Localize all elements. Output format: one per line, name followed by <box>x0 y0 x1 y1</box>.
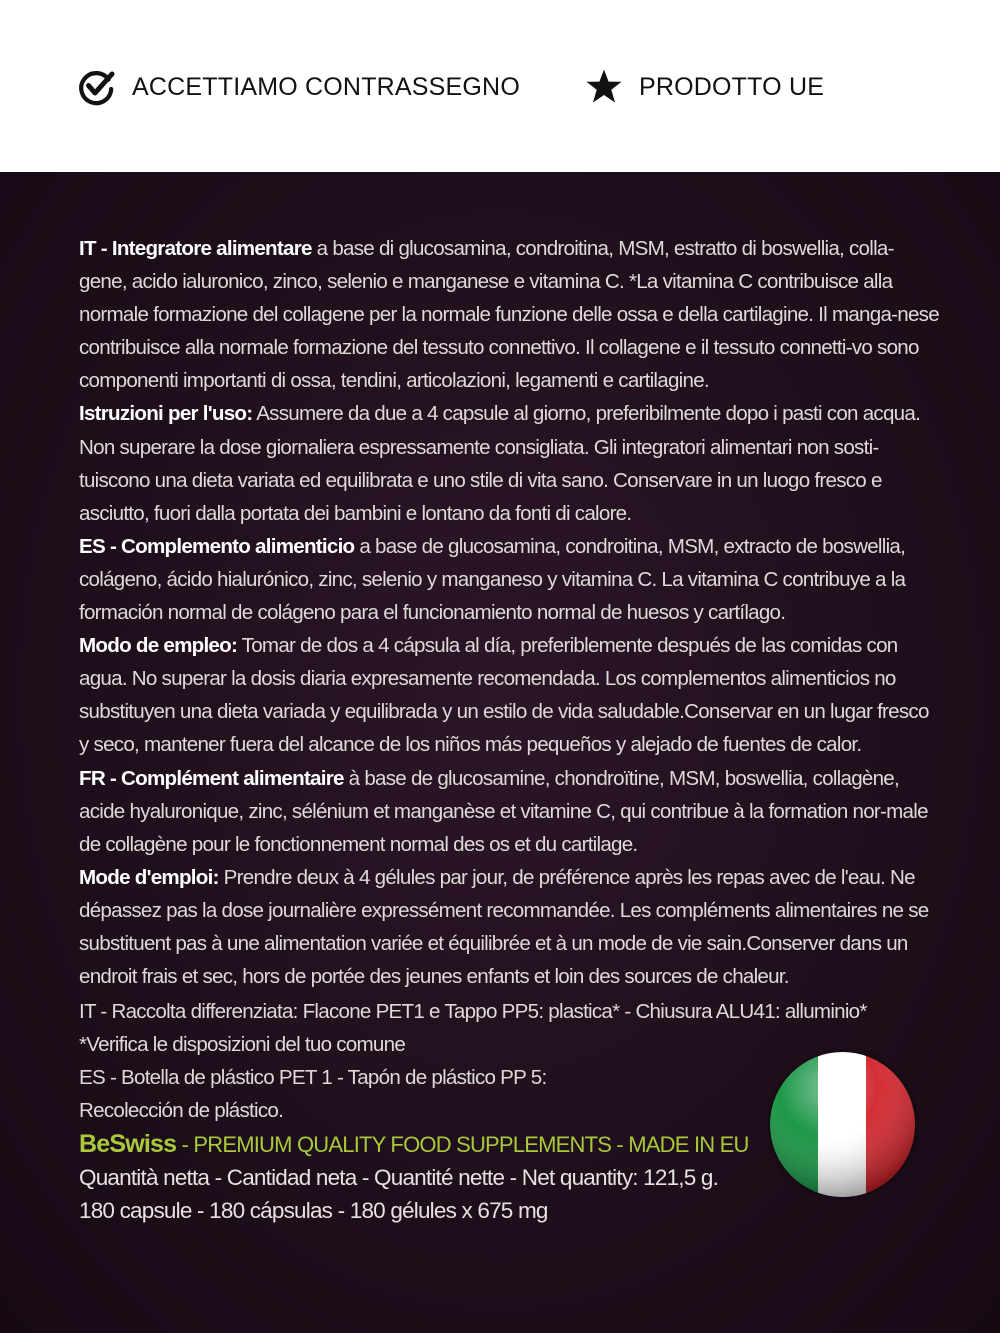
es-usage-heading: Modo de empleo: <box>79 634 238 658</box>
es-description-text: a base de glucosamina, condroitina, MSM, extracto de boswellia, colágeno, ácido hialurónico, zinc, selenio y manganeso y vitamina C. La vitamina C contribuye a la formación normal de colágeno para el funcionamiento normal de huesos y cartílago. <box>79 534 906 625</box>
it-usage <box>79 397 939 529</box>
es-prefix: ES - <box>79 534 122 558</box>
net-quantity: Quantità netta - Cantidad neta - Quantité nette - Net quantity: 121,5 g. <box>79 1164 719 1190</box>
es-heading: Complemento alimenticio <box>121 534 355 558</box>
italy-flag-icon <box>770 1052 915 1197</box>
it-usage-text: Assumere da due a 4 capsule al giorno, preferibilmente dopo i pasti con acqua. Non superare la dose giornaliera espressamente consigliata. Gli integratori alimentari non sosti-tuiscono una dieta variata ed equilibrata e uno stile di vita sano. Conservare in un luogo fresco e asciutto, fuori dalla portata dei bambini e lontano da fonti di calore. <box>79 402 921 525</box>
fr-usage-heading: Mode d'emploi: <box>79 865 219 889</box>
fr-usage <box>79 861 939 993</box>
brand-tagline: - PREMIUM QUALITY FOOD SUPPLEMENTS - MADE IN EU <box>176 1131 749 1157</box>
es-usage <box>79 629 939 761</box>
recycling-it-line-2: *Verifica le disposizioni del tuo comune <box>79 1033 406 1057</box>
es-usage-text: Tomar de dos a 4 cápsula al día, preferiblemente después de las comidas con agua. No superar la dosis diaria expresamente recomendada. Los complementos alimenticios no substituyen una dieta variada y equilibrada y un estilo de vida saludable.Conservar en un lugar fresco y seco, mantener fuera del alcance de los niños más pequeños y alejado de fuentes de calor. <box>79 634 929 757</box>
it-description-text: a base di glucosamina, condroitina, MSM, estratto di boswellia, colla-gene, acido ialuronico, zinco, selenio e manganese e vitamina C. *La vitamina C contribuisce alla normale formazione del collagene per la normale funzione delle ossa e della cartilagine. Il manga-nese contribuisce alla normale formazione del tessuto connettivo. Il collagene e il tessuto connetti-vo sono componenti importanti di ossa, tendini, articolazioni, legamenti e cartilagine. <box>79 237 939 393</box>
fr-prefix: FR - <box>79 766 122 790</box>
cod-badge-label: ACCETTIAMO CONTRASSEGNO <box>132 72 520 101</box>
cod-badge <box>78 66 520 108</box>
it-prefix: IT - <box>79 237 112 260</box>
fr-description-text: à base de glucosamine, chondroïtine, MSM, boswellia, collagène, acide hyaluronique, zinc, sélénium et manganèse et vitamine C, qui contribue à la formation nor-male de collagène pour le fonctionnement normal des os et du cartilage. <box>79 766 928 856</box>
eu-product-badge <box>585 66 824 108</box>
it-usage-heading: Istruzioni per l'uso: <box>79 402 253 426</box>
recycling-it-line-1: IT - Raccolta differenziata: Flacone PET1 e Tappo PP5: plastica* - Chiusura ALU41: alluminio* <box>79 1000 867 1024</box>
fr-usage-text: Prendre deux à 4 gélules par jour, de préférence après les repas avec de l'eau. Ne dépassez pas la dose journalière expressément recommandée. Les compléments alimentaires ne se substituent pas à une alimentation variée et équilibrée et à un mode de vie sain.Conserver dans un endroit frais et sec, hors de portée des jeunes enfants et loin des sources de chaleur. <box>79 865 929 989</box>
fr-heading: Complément alimentaire <box>121 766 344 790</box>
eu-product-label: PRODOTTO UE <box>639 72 825 101</box>
brand-name: BeSwiss <box>79 1129 177 1158</box>
es-description <box>79 530 939 629</box>
recycling-es-line-1: ES - Botella de plástico PET 1 - Tapón de plástico PP 5: <box>79 1066 547 1090</box>
it-heading: Integratore alimentare <box>111 237 312 260</box>
check-circle-icon <box>78 68 116 106</box>
star-icon <box>585 68 623 106</box>
recycling-es-line-2: Recolección de plástico. <box>79 1099 284 1123</box>
fr-description <box>79 762 939 861</box>
it-description <box>79 232 939 397</box>
capsule-count: 180 capsule - 180 cápsulas - 180 gélules x 675 mg <box>79 1197 548 1223</box>
top-banner <box>0 0 1000 172</box>
